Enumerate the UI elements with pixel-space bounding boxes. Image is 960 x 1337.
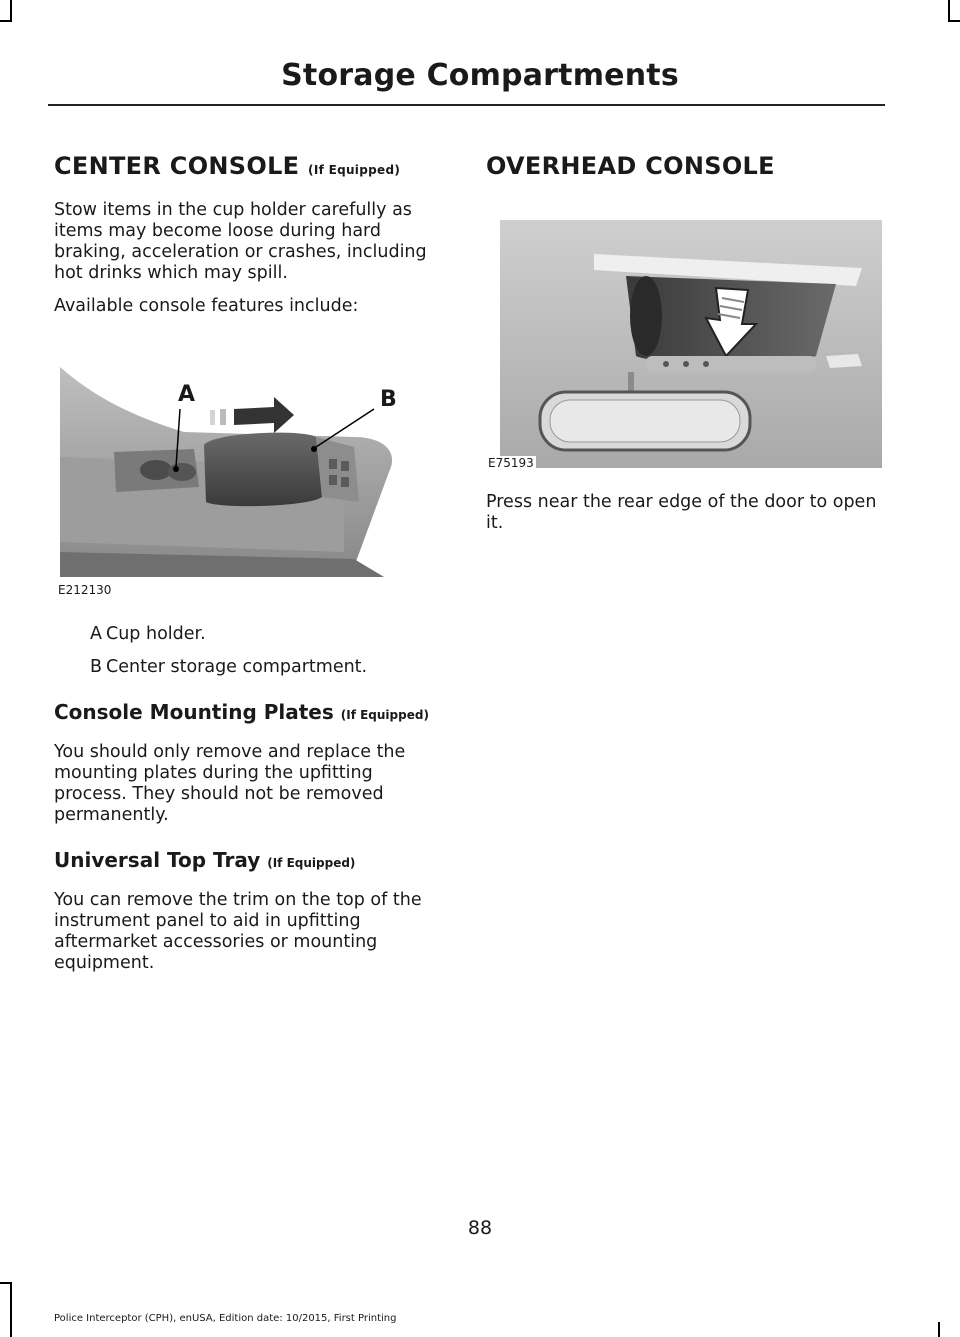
crop-mark: [948, 20, 960, 22]
crop-mark: [938, 1322, 940, 1337]
page-number: 88: [467, 1217, 493, 1239]
legend-row: [54, 624, 450, 645]
mounting-plates-heading: [54, 700, 450, 724]
mounting-plates-paragraph: You should only remove and replace the mounting plates during the upfitting process. They should not be removed permanently.: [54, 742, 406, 825]
legend-row: [54, 657, 450, 678]
heading-qualifier: (If Equipped): [308, 163, 401, 177]
page-title: Storage Compartments: [281, 58, 679, 93]
overhead-console-heading: OVERHEAD CONSOLE: [486, 152, 775, 180]
footer-edition: Police Interceptor (CPH), enUSA, Edition date: 10/2015, First Printing: [54, 1313, 397, 1324]
center-console-heading: [54, 152, 450, 180]
heading-qualifier: (If Equipped): [340, 708, 429, 722]
crop-mark: [10, 0, 12, 22]
legend-text: Cup holder.: [106, 624, 206, 644]
crop-mark: [10, 1282, 12, 1337]
overhead-console-paragraph: Press near the rear edge of the door to open it.: [486, 492, 877, 533]
heading-text: Universal Top Tray: [54, 848, 261, 872]
figure-code: E212130: [58, 583, 112, 597]
legend-text: Center storage compartment.: [106, 657, 368, 677]
figure-code: E75193: [488, 456, 534, 470]
crop-mark: [0, 1282, 12, 1284]
callout-legend: [54, 624, 450, 678]
overhead-console-image: [486, 206, 882, 468]
heading-qualifier: (If Equipped): [267, 856, 356, 870]
crop-mark: [0, 20, 12, 22]
center-console-illustration: [54, 337, 450, 602]
heading-text: CENTER CONSOLE: [54, 152, 300, 180]
crop-mark: [948, 0, 950, 22]
left-column: [54, 140, 450, 986]
legend-key: B: [90, 657, 103, 677]
center-console-paragraph: Stow items in the cup holder carefully as items may become loose during hard braking, acceleration or crashes, including hot drinks which may spill.: [54, 200, 427, 283]
header-divider: [48, 104, 885, 106]
heading-text: Console Mounting Plates: [54, 700, 334, 724]
center-console-image: [54, 337, 450, 602]
right-column: [486, 140, 886, 546]
callout-a-label: A: [178, 382, 196, 407]
overhead-console-illustration: [486, 206, 882, 468]
console-features-intro: Available console features include:: [54, 296, 359, 316]
top-tray-heading: [54, 848, 450, 872]
callout-b-label: B: [380, 387, 397, 412]
top-tray-paragraph: You can remove the trim on the top of the instrument panel to aid in upfitting aftermarket accessories or mounting equipment.: [54, 890, 422, 973]
legend-key: A: [90, 624, 102, 644]
